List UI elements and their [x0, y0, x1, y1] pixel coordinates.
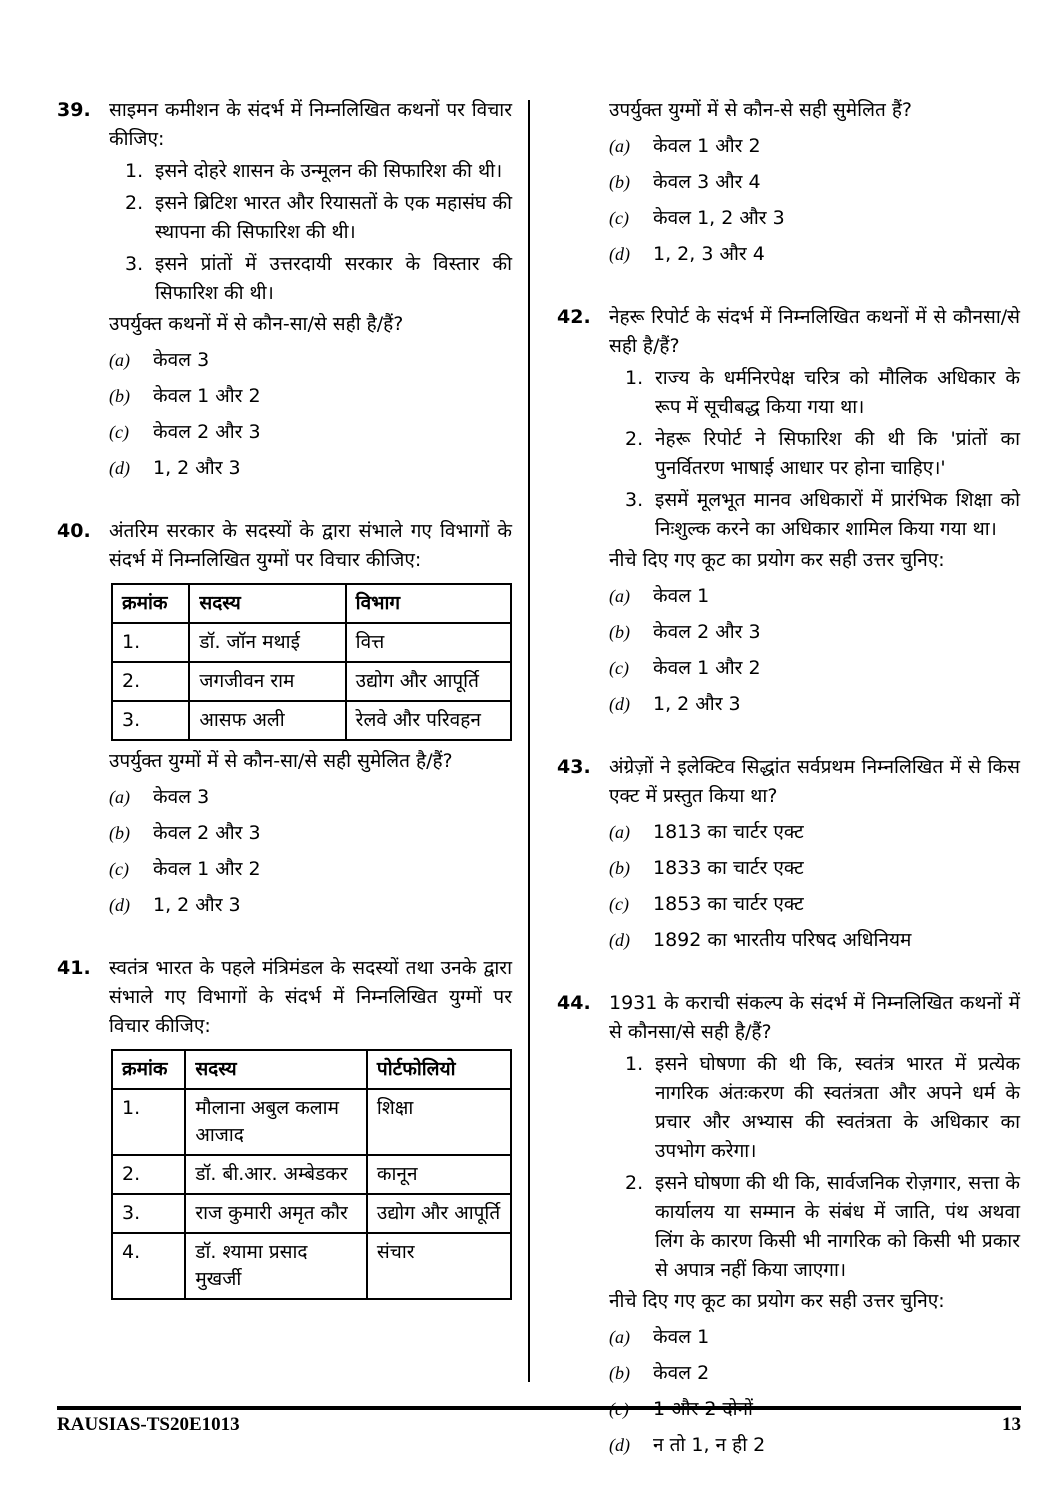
question-intro: अंतरिम सरकार के सदस्यों के द्वारा संभाले गए विभागों के संदर्भ में निम्नलिखित युग्मों पर विचार कीजिए:: [109, 520, 512, 571]
option-text: केवल 2 और 3: [153, 822, 261, 844]
option-text: केवल 1 और 2: [153, 385, 261, 407]
option-text: 1, 2 और 3: [153, 457, 241, 479]
cell-member: जगजीवन राम: [189, 662, 345, 701]
table-row: [112, 662, 511, 701]
option-text: केवल 1: [653, 1326, 710, 1348]
left-column: [57, 96, 512, 1340]
question-41: [57, 954, 512, 1306]
question-intro: नेहरू रिपोर्ट के संदर्भ में निम्नलिखित कथनों में से कौनसा/से सही है/हैं?: [609, 306, 1020, 357]
option-d: [109, 454, 512, 483]
question-number: 44.: [557, 992, 591, 1014]
column-header: विभाग: [346, 584, 511, 623]
question-42: [557, 303, 1020, 719]
question-closing: उपर्युक्त युग्मों में से कौन-सा/से सही सुमेलित है/हैं?: [109, 750, 453, 772]
option-text: 1, 2, 3 और 4: [653, 243, 765, 265]
option-label: (b): [609, 172, 630, 192]
option-c: [609, 654, 1020, 683]
column-header: पोर्टफोलियो: [367, 1050, 511, 1089]
table-row: [112, 1155, 511, 1194]
cell-member: डॉ. जॉन मथाई: [189, 623, 345, 662]
statement-2: [609, 1169, 1020, 1285]
cell-department: वित्त: [346, 623, 511, 662]
cell-serial: 4.: [112, 1233, 185, 1299]
statement-text: इसने दोहरे शासन के उन्मूलन की सिफारिश की थी।: [155, 160, 503, 182]
option-text: केवल 1, 2 और 3: [653, 207, 785, 229]
option-label: (d): [609, 930, 630, 950]
option-label: (c): [609, 658, 629, 678]
cell-serial: 2.: [112, 1155, 185, 1194]
cell-department: रेलवे और परिवहन: [346, 701, 511, 740]
option-label: (a): [109, 787, 130, 807]
option-text: 1853 का चार्टर एक्ट: [653, 893, 804, 915]
cell-department: उद्योग और आपूर्ति: [346, 662, 511, 701]
statement-number: 1.: [625, 367, 644, 389]
option-label: (d): [609, 244, 630, 264]
option-text: 1, 2 और 3: [153, 894, 241, 916]
cell-member: डॉ. श्यामा प्रसाद मुखर्जी: [185, 1233, 367, 1299]
cell-member: डॉ. बी.आर. अम्बेडकर: [185, 1155, 367, 1194]
statement-1: [109, 157, 512, 186]
table-row: [112, 1089, 511, 1155]
option-label: (a): [609, 822, 630, 842]
statement-1: [609, 1050, 1020, 1166]
question-number: 43.: [557, 756, 591, 778]
option-text: केवल 1: [653, 585, 710, 607]
option-text: 1, 2 और 3: [653, 693, 741, 715]
question-43: [557, 753, 1020, 955]
option-text: केवल 3: [153, 349, 210, 371]
table-header-row: [112, 584, 511, 623]
option-b: [109, 382, 512, 411]
right-column: [557, 96, 1020, 1494]
option-text: केवल 1 और 2: [153, 858, 261, 880]
option-label: (c): [609, 894, 629, 914]
option-c: [609, 204, 1020, 233]
option-label: (a): [609, 586, 630, 606]
option-text: केवल 1 और 2: [653, 657, 761, 679]
option-label: (d): [609, 1435, 630, 1455]
table-header-row: [112, 1050, 511, 1089]
statement-text: इसने घोषणा की थी कि, सार्वजनिक रोज़गार, सत्ता के कार्यालय या सम्मान के संबंध में जाति, पंथ अथवा लिंग के कारण किसी भी नागरिक को किसी भी प्रकार से अपात्र नहीं किया जाएगा।: [655, 1172, 1020, 1281]
option-text: केवल 2 और 3: [653, 621, 761, 643]
option-label: (c): [109, 859, 129, 879]
option-label: (a): [109, 350, 130, 370]
cell-serial: 3.: [112, 701, 189, 740]
option-c: [609, 890, 1020, 919]
question-intro: 1931 के कराची संकल्प के संदर्भ में निम्नलिखित कथनों में से कौनसा/से सही है/हैं?: [609, 992, 1020, 1043]
option-label: (c): [609, 208, 629, 228]
option-label: (d): [109, 458, 130, 478]
paper-code: RAUSIAS-TS20E1013: [57, 1414, 240, 1435]
option-b: [609, 1359, 1020, 1388]
question-closing: नीचे दिए गए कूट का प्रयोग कर सही उत्तर चुनिए:: [609, 1290, 945, 1312]
question-41-continuation: [557, 96, 1020, 269]
cell-portfolio: कानून: [367, 1155, 511, 1194]
statement-number: 2.: [625, 428, 644, 450]
option-a: [609, 818, 1020, 847]
question-intro: अंग्रेज़ों ने इलेक्टिव सिद्धांत सर्वप्रथम निम्नलिखित में से किस एक्ट में प्रस्तुत किया था?: [609, 756, 1020, 807]
table-row: [112, 1233, 511, 1299]
option-label: (b): [609, 858, 630, 878]
cell-portfolio: उद्योग और आपूर्ति: [367, 1194, 511, 1233]
question-39: [57, 96, 512, 483]
option-text: केवल 3: [153, 786, 210, 808]
page-number: 13: [1002, 1414, 1021, 1435]
option-a: [609, 1323, 1020, 1352]
option-label: (d): [609, 694, 630, 714]
footer-rule-line: [57, 1406, 1021, 1410]
table-row: [112, 623, 511, 662]
table-row: [112, 701, 511, 740]
statement-text: नेहरू रिपोर्ट ने सिफारिश की थी कि 'प्रांतों का पुनर्वितरण भाषाई आधार पर होना चाहिए।': [655, 428, 1020, 479]
option-label: (b): [109, 386, 130, 406]
column-header: क्रमांक: [112, 584, 189, 623]
cell-member: मौलाना अबुल कलाम आजाद: [185, 1089, 367, 1155]
cell-member: राज कुमारी अमृत कौर: [185, 1194, 367, 1233]
cabinet-portfolio-table: [111, 1049, 512, 1300]
statement-number: 1.: [125, 160, 144, 182]
question-40: [57, 517, 512, 920]
statement-number: 1.: [625, 1053, 644, 1075]
option-text: केवल 3 और 4: [653, 171, 761, 193]
statement-text: इसने प्रांतों में उत्तरदायी सरकार के विस्तार की सिफारिश की थी।: [155, 253, 512, 304]
statement-text: इसमें मूलभूत मानव अधिकारों में प्रारंभिक शिक्षा को निःशुल्क करने का अधिकार शामिल किया गया था।: [655, 489, 1020, 540]
question-closing: नीचे दिए गए कूट का प्रयोग कर सही उत्तर चुनिए:: [609, 549, 945, 571]
question-closing: उपर्युक्त कथनों में से कौन-सा/से सही है/हैं?: [109, 313, 404, 335]
cell-portfolio: संचार: [367, 1233, 511, 1299]
option-b: [109, 819, 512, 848]
option-d: [109, 891, 512, 920]
option-label: (a): [609, 136, 630, 156]
option-a: [609, 582, 1020, 611]
option-c: [109, 855, 512, 884]
column-header: सदस्य: [189, 584, 345, 623]
option-c: [109, 418, 512, 447]
statement-2: [109, 189, 512, 247]
statement-text: इसने घोषणा की थी कि, स्वतंत्र भारत में प्रत्येक नागरिक अंतःकरण की स्वतंत्रता और अपने धर्म के प्रचार और अभ्यास की स्वतंत्रता के अधिकार का उपभोग करेगा।: [655, 1053, 1020, 1162]
question-number-spacer: [557, 96, 609, 269]
statement-number: 2.: [625, 1172, 644, 1194]
option-d: [609, 926, 1020, 955]
statement-3: [609, 486, 1020, 544]
option-a: [609, 132, 1020, 161]
cell-serial: 3.: [112, 1194, 185, 1233]
question-number: 40.: [57, 520, 91, 542]
statement-1: [609, 364, 1020, 422]
statement-text: इसने ब्रिटिश भारत और रियासतों के एक महासंघ की स्थापना की सिफारिश की थी।: [155, 192, 512, 243]
cell-portfolio: शिक्षा: [367, 1089, 511, 1155]
column-header: क्रमांक: [112, 1050, 185, 1089]
option-label: (b): [109, 823, 130, 843]
cell-serial: 1.: [112, 1089, 185, 1155]
question-number: 39.: [57, 99, 91, 121]
option-text: न तो 1, न ही 2: [653, 1434, 766, 1456]
statement-3: [109, 250, 512, 308]
column-header: सदस्य: [185, 1050, 367, 1089]
statement-number: 3.: [125, 253, 144, 275]
statement-number: 3.: [625, 489, 644, 511]
option-b: [609, 168, 1020, 197]
question-44: [557, 989, 1020, 1460]
option-label: (d): [109, 895, 130, 915]
option-text: 1813 का चार्टर एक्ट: [653, 821, 804, 843]
question-number: 41.: [57, 957, 91, 979]
option-text: 1833 का चार्टर एक्ट: [653, 857, 804, 879]
option-label: (a): [609, 1327, 630, 1347]
question-intro: स्वतंत्र भारत के पहले मंत्रिमंडल के सदस्यों तथा उनके द्वारा संभाले गए विभागों के संदर्भ में निम्नलिखित युग्मों पर विचार कीजिए:: [109, 957, 512, 1037]
option-text: केवल 2: [653, 1362, 710, 1384]
option-b: [609, 618, 1020, 647]
option-label: (b): [609, 1363, 630, 1383]
question-intro: साइमन कमीशन के संदर्भ में निम्नलिखित कथनों पर विचार कीजिए:: [109, 99, 512, 150]
option-text: 1892 का भारतीय परिषद अधिनियम: [653, 929, 912, 951]
option-d: [609, 690, 1020, 719]
option-d: [609, 240, 1020, 269]
option-a: [109, 346, 512, 375]
option-text: केवल 1 और 2: [653, 135, 761, 157]
table-row: [112, 1194, 511, 1233]
option-label: (c): [109, 422, 129, 442]
question-closing: उपर्युक्त युग्मों में से कौन-से सही सुमेलित हैं?: [609, 99, 912, 121]
cell-serial: 2.: [112, 662, 189, 701]
statement-text: राज्य के धर्मनिरपेक्ष चरित्र को मौलिक अधिकार के रूप में सूचीबद्ध किया गया था।: [655, 367, 1020, 418]
option-a: [109, 783, 512, 812]
page-footer: [57, 1414, 1021, 1436]
question-number: 42.: [557, 306, 591, 328]
option-label: (b): [609, 622, 630, 642]
option-b: [609, 854, 1020, 883]
cell-serial: 1.: [112, 623, 189, 662]
cell-member: आसफ अली: [189, 701, 345, 740]
statement-2: [609, 425, 1020, 483]
members-departments-table: [111, 583, 512, 741]
statement-number: 2.: [125, 192, 144, 214]
column-divider-line: [528, 100, 530, 1382]
option-text: केवल 2 और 3: [153, 421, 261, 443]
